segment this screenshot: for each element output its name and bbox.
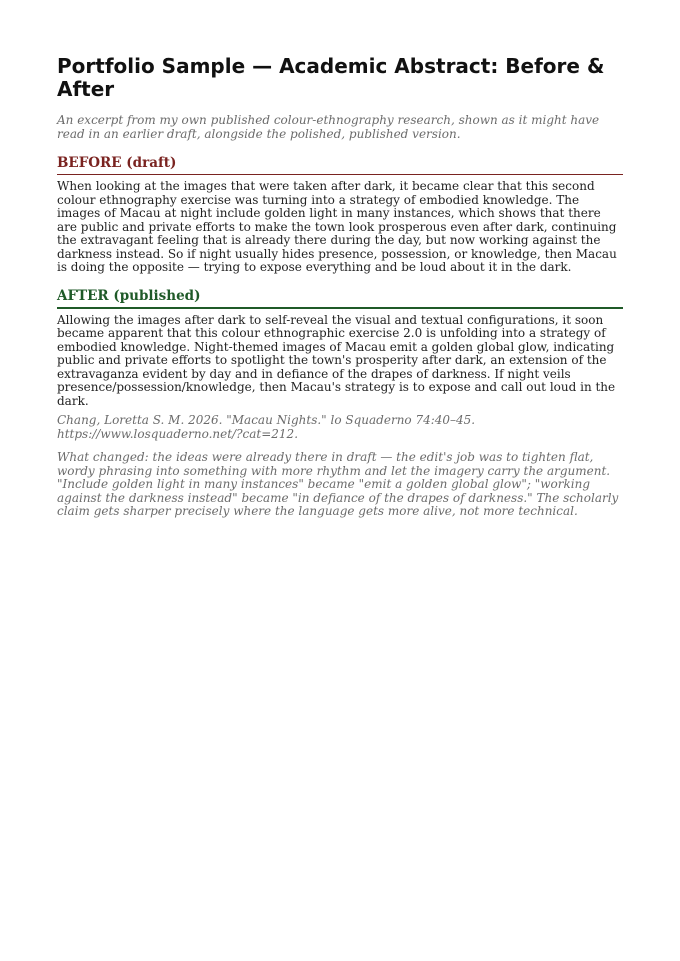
intro-text: An excerpt from my own published colour-ethnography research, shown as it might have read in an earlier draft, alongside the polished, published version. [57,113,600,141]
before-section [57,155,623,275]
after-heading: AFTER (published) [57,288,623,309]
after-text: Allowing the images after dark to self-reveal the visual and textual configurations, it soon became apparent that this colour ethnographic exercise 2.0 is unfolding into a strategy of embodied knowledge. Night-themed images of Macau emit a golden global glow, indicating public and private efforts to spotlight the town's prosperity after dark, an extension of the extravaganza evident by day and in defiance of the drapes of darkness. If night veils presence/possession/knowledge, then Macau's strategy is to expose and call out loud in the dark. [57,312,616,408]
before-heading: BEFORE (draft) [57,155,623,175]
after-section [57,288,623,409]
document-page [57,55,623,519]
editor-note: What changed: the ideas were already there in draft — the edit's job was to tighten flat, wordy phrasing into something with more rhythm and let the imagery carry the argument. "Include golden light in many instances" became "emit a golden global glow"; "working against the darkness instead" became "in defiance of the drapes of darkness." The scholarly claim gets sharper precisely where the language gets more alive, not more technical. [57,450,619,518]
page-title: Portfolio Sample — Academic Abstract: Before & After [57,54,605,101]
before-text: When looking at the images that were taken after dark, it became clear that this second colour ethnography exercise was turning into a strategy of embodied knowledge. The images of Macau at night include golden light in many instances, which shows that there are public and private efforts to make the town look prosperous even after dark, continuing the extravagant feeling that is already there during the day, but now working against the darkness instead. So if night usually hides presence, possession, or knowledge, then Macau is doing the opposite — trying to expose everything and be loud about it in the dark. [57,179,617,274]
citation: Chang, Loretta S. M. 2026. "Macau Nights." lo Squaderno 74:40–45. https://www.losquaderno.net/?cat=212. [57,413,476,441]
